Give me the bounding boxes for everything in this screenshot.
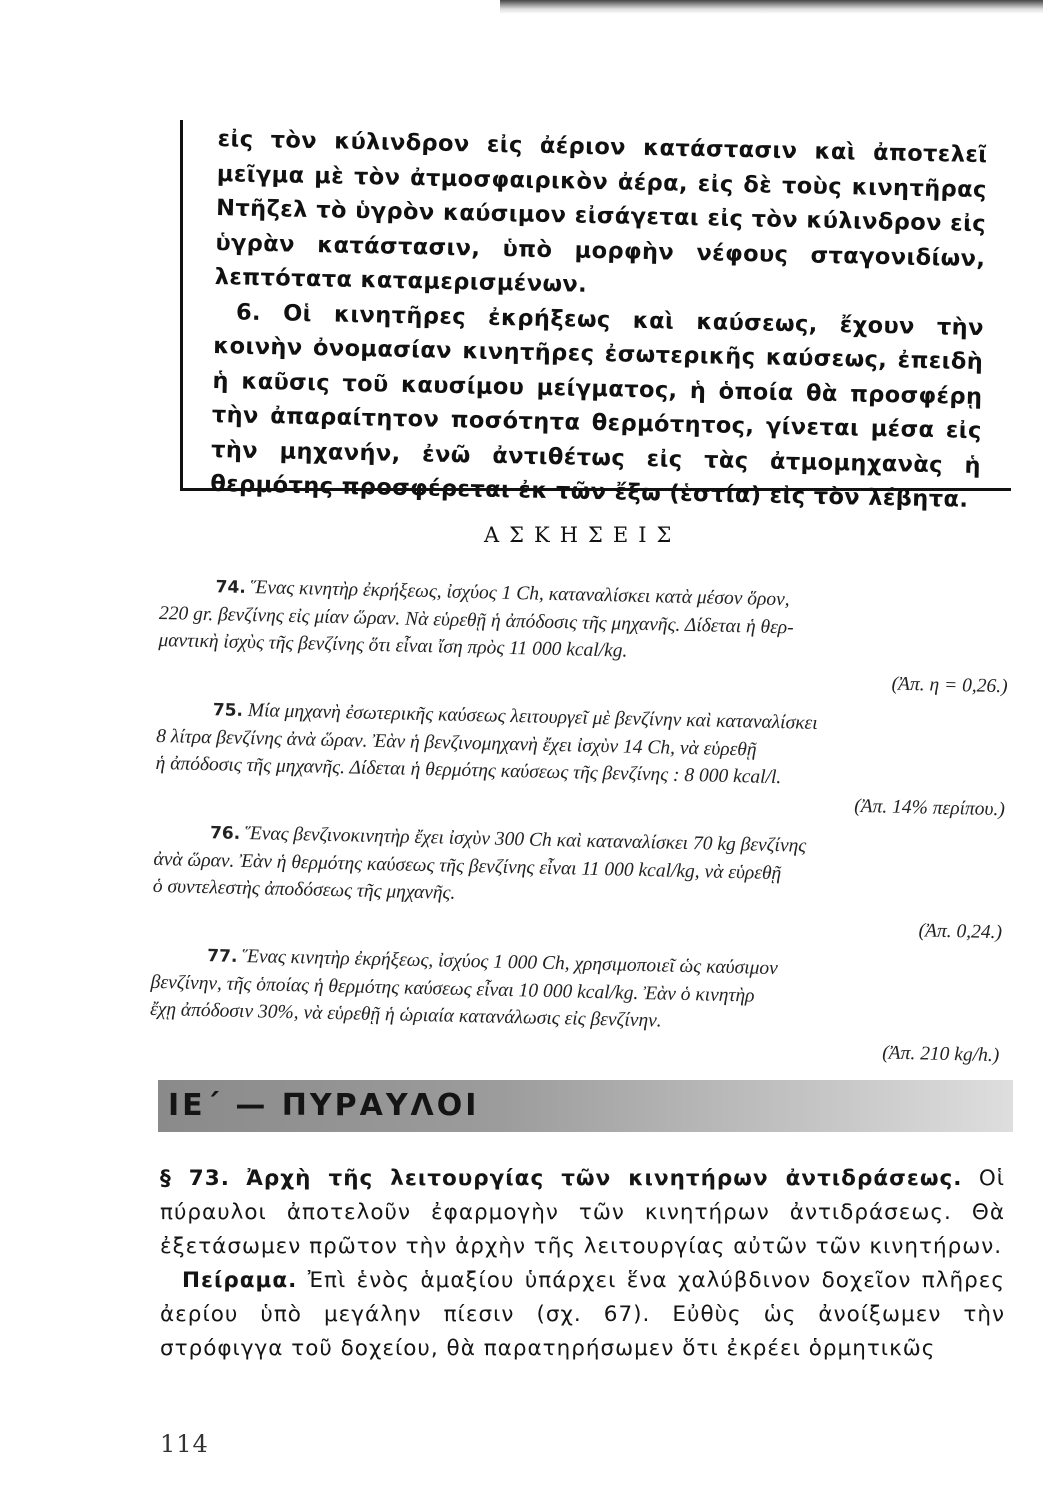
chapter-title: ΙΕ΄ — ΠΥΡΑΥΛΟΙ bbox=[168, 1088, 480, 1123]
exercise-line: Ἕνας βενζινοκινητὴρ ἔχει ἰσχὺν 300 Ch καὶ καταναλίσκει 70 kg βενζίνης bbox=[244, 823, 807, 857]
exercise-line: ἀνὰ ὥραν. Ἐὰν ἡ θερμότης καύσεως τῆς βενζίνης εἶναι 11 000 kcal/kg, νὰ εὑρεθῇ bbox=[153, 848, 782, 885]
exercise-line: Ἕνας κινητὴρ ἐκρήξεως, ἰσχύος 1 Ch, καταναλίσκει κατὰ μέσον ὅρον, bbox=[250, 577, 790, 611]
exercise-line: Ἕνας κινητὴρ ἐκρήξεως, ἰσχύος 1 000 Ch, χρησιμοποιεῖ ὡς καύσιμον bbox=[242, 945, 779, 980]
exercise-line: 8 λίτρα βενζίνης ἀνὰ ὥραν. Ἐὰν ἡ βενζινομηχανὴ ἔχει ἰσχὺν 14 Ch, νὰ εὑρεθῇ bbox=[156, 725, 757, 761]
experiment-paragraph bbox=[160, 1264, 1005, 1366]
exercise-number: 77. bbox=[207, 946, 238, 967]
exercise-77 bbox=[149, 941, 1001, 1069]
exercise-line: μαντικὴ ἰσχὺς τῆς βενζίνης ὅτι εἶναι ἴση πρὸς 11 000 kcal/kg. bbox=[158, 629, 628, 662]
exercise-line: ὁ συντελεστὴς ἀποδόσεως τῆς μηχανῆς. bbox=[152, 875, 456, 904]
section-intro: Οἱ πύραυλοι ἀποτελοῦν ἐφαρμογὴν τῶν κινητήρων ἀντιδράσεως. Θὰ ἐξετάσωμεν πρῶτον τὴν ἀρχὴν τῆς λειτουργίας αὐτῶν τῶν κινητήρων. bbox=[160, 1166, 1006, 1259]
exercise-74 bbox=[158, 572, 1010, 700]
section-title: Ἀρχὴ τῆς λειτουργίας τῶν κινητήρων ἀντιδράσεως. bbox=[246, 1166, 963, 1191]
section-intro-paragraph bbox=[160, 1162, 1005, 1264]
exercise-answer: (Ἀπ. 0,24.) bbox=[918, 920, 1003, 944]
experiment-text: Ἐπὶ ἑνὸς ἁμαξίου ὑπάρχει ἕνα χαλύβδινον δοχεῖον πλῆρες ἀερίου ὑπὸ μεγάλην πίεσιν (σχ. 67). Εὐθὺς ὡς ἀνοίξωμεν τὴν στρόφιγγα τοῦ δοχείου, θὰ παρατηρήσωμεν ὅτι ἐκρέει ὁρμητικῶς bbox=[160, 1268, 1005, 1361]
summary-paragraph: 6. Οἱ κινητῆρες ἐκρήξεως καὶ καύσεως, ἔχουν τὴν κοινὴν ὀνομασίαν κινητῆρες ἐσωτερικῆς καύσεως, ἐπειδὴ ἡ καῦσις τοῦ καυσίμου μείγματος, ἡ ὁποία θὰ προσφέρῃ τὴν ἀπαραίτητον ποσότητα θερμότητος, γίνεται μέσα εἰς τὴν μηχανήν, ἐνῶ ἀντιθέτως εἰς τὰς ἀτμομηχανὰς ἡ θερμότης προσφέρεται ἐκ τῶν ἔξω (ἑστία) εἰς τὸν λέβητα. bbox=[210, 298, 985, 513]
exercise-line: βενζίνην, τῆς ὁποίας ἡ θερμότης καύσεως εἶναι 10 000 kcal/kg. Ἐὰν ὁ κινητὴρ bbox=[150, 971, 755, 1007]
exercise-number: 75. bbox=[212, 700, 244, 721]
exercise-75 bbox=[155, 695, 1007, 823]
section-number: § 73. bbox=[160, 1166, 230, 1191]
exercise-answer: (Ἀπ. η = 0,26.) bbox=[891, 673, 1008, 698]
exercises-heading: ΑΣΚΗΣΕΙΣ bbox=[484, 523, 682, 547]
section-73 bbox=[160, 1162, 1005, 1366]
exercise-line: ἡ ἀπόδοσις τῆς μηχανῆς. Δίδεται ἡ θερμότης καύσεως τῆς βενζίνης : 8 000 kcal/l. bbox=[155, 752, 782, 789]
exercise-answer: (Ἀπ. 210 kg/h.) bbox=[882, 1042, 1000, 1067]
experiment-label: Πείραμα. bbox=[182, 1268, 298, 1293]
exercise-number: 74. bbox=[215, 577, 247, 598]
exercises-list bbox=[149, 572, 1010, 1083]
exercise-answer: (Ἀπ. 14% περίπου.) bbox=[853, 795, 1006, 821]
summary-box-text bbox=[210, 122, 988, 518]
exercise-line: Μία μηχανὴ ἐσωτερικῆς καύσεως λειτουργεῖ μὲ βενζίνην καὶ καταναλίσκει bbox=[247, 700, 818, 734]
page-number: 114 bbox=[160, 1430, 209, 1458]
exercise-line: ἔχῃ ἀπόδοσιν 30%, νὰ εὑρεθῇ ἡ ὡριαία κατανάλωσις εἰς βενζίνην. bbox=[149, 998, 662, 1032]
exercise-number: 76. bbox=[209, 823, 241, 844]
page-edge-shadow bbox=[500, 0, 1043, 14]
exercise-line: 220 gr. βενζίνης εἰς μίαν ὥραν. Νὰ εὑρεθῇ ἡ ἀπόδοσις τῆς μηχανῆς. Δίδεται ἡ θερ- bbox=[158, 602, 794, 639]
summary-paragraph: εἰς τὸν κύλινδρον εἰς ἀέριον κατάστασιν καὶ ἀποτελεῖ μεῖγμα μὲ τὸν ἀτμοσφαιρικὸν ἀέρα, εἰς δὲ τοὺς κινητῆρας Ντῆζελ τὸ ὑγρὸν καύσιμον εἰσάγεται εἰς τὸν κύλινδρον εἰς ὑγρὰν κατάστασιν, ὑπὸ μορφὴν νέφους σταγονιδίων, λεπτότατα καταμερισμένων. bbox=[214, 125, 988, 298]
exercise-76 bbox=[152, 818, 1004, 946]
